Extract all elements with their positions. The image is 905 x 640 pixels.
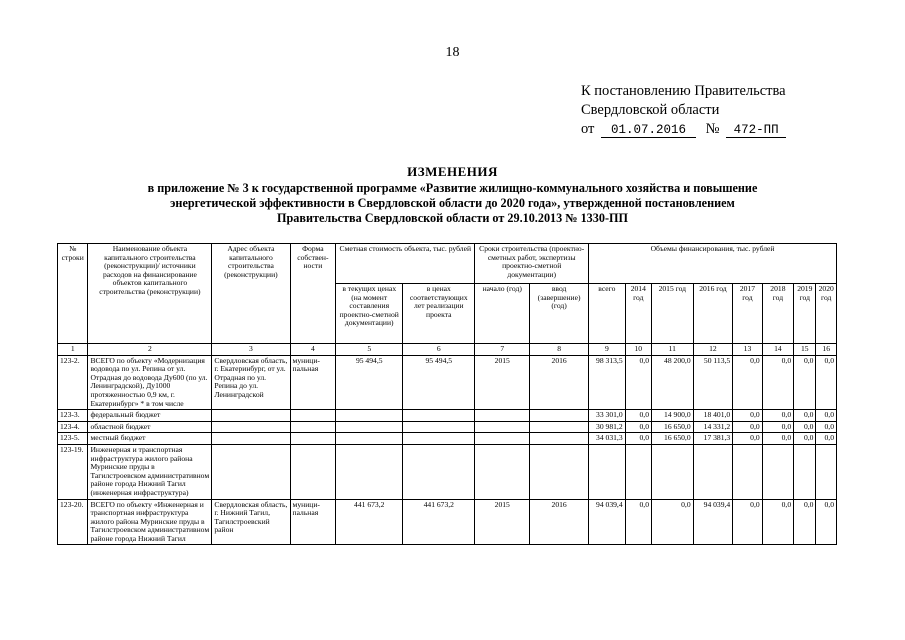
cell-end [530,444,589,499]
header-terms: Сроки строительства (проектно-сметных работ, экспертизы проектно-сметной документации) [475,244,589,284]
cell-cost-project [403,444,475,499]
cell-num: 123-5. [58,433,88,445]
cell-end [530,421,589,433]
resolution-date: 01.07.2016 [601,123,696,138]
header-year-2017: 2017 год [733,284,762,344]
table-row [58,355,837,410]
cell-y2017: 0,0 [733,355,762,410]
cell-form [290,421,336,433]
cell-y2016: 17 381,3 [693,433,733,445]
subtitle-line3: Правительства Свердловской области от 29.10.2013 № 1330-ПП [277,211,628,225]
cell-y2014: 0,0 [625,499,651,545]
cell-start: 2015 [475,499,530,545]
cell-num: 123-4. [58,421,88,433]
colnum: 11 [652,344,694,356]
cell-y2016: 94 039,4 [693,499,733,545]
cell-end: 2016 [530,355,589,410]
header-year-2014: 2014 год [625,284,651,344]
cell-y2015: 14 900,0 [652,410,694,422]
cell-cost-project [403,421,475,433]
colnum: 1 [58,344,88,356]
cell-address: Свердловская область, г. Нижний Тагил, Тагилстроевский район [212,499,290,545]
cell-y2019 [794,444,816,499]
cell-name: ВСЕГО по объекту «Модернизация водовода по ул. Репина от ул. Отрадная до водовода Ду600 (по ул. Ленинградской), Ду1000 протяженностью 0,9 км, г. Екатеринбург» * в том числе [88,355,212,410]
column-numbers-row [58,344,837,356]
cell-start [475,433,530,445]
header-cost-project: в ценах соответствующих лет реализации проекта [403,284,475,344]
colnum: 6 [403,344,475,356]
table-row [58,410,837,422]
cell-y2017 [733,444,762,499]
header-end: ввод (завершение) (год) [530,284,589,344]
table-row [58,421,837,433]
colnum: 8 [530,344,589,356]
table-row [58,499,837,545]
appendix-line1: К постановлению Правительства [581,83,786,99]
cell-y2018 [762,444,793,499]
cell-cost-current [336,410,403,422]
cell-y2019: 0,0 [794,410,816,422]
cell-y2014 [625,444,651,499]
resolution-number: 472-ПП [726,123,786,138]
cell-total [589,444,626,499]
cell-cost-project: 441 673,2 [403,499,475,545]
document-subtitle [0,181,905,226]
cell-num: 123-20. [58,499,88,545]
cell-total: 33 301,0 [589,410,626,422]
header-name: Наименование объекта капитального строительства (реконструкции)/ источники расходов на финансирование объектов капитального строительства (реконструкции) [88,244,212,344]
cell-y2018: 0,0 [762,421,793,433]
cell-total: 94 039,4 [589,499,626,545]
cell-y2020 [816,444,837,499]
colnum: 13 [733,344,762,356]
cell-address [212,433,290,445]
cell-cost-project [403,410,475,422]
colnum: 15 [794,344,816,356]
header-form: Форма собствен-ности [290,244,336,344]
cell-y2020: 0,0 [816,421,837,433]
cell-cost-current: 441 673,2 [336,499,403,545]
cell-y2020: 0,0 [816,499,837,545]
colnum: 12 [693,344,733,356]
header-cost-current: в текущих ценах (на момент составления проектно-сметной документации) [336,284,403,344]
cell-address [212,410,290,422]
cell-y2019: 0,0 [794,433,816,445]
cell-cost-current [336,433,403,445]
cell-y2014: 0,0 [625,433,651,445]
document-heading: ИЗМЕНЕНИЯ [407,164,498,179]
subtitle-line2: энергетической эффективности в Свердловской области до 2020 года», утвержденной постановлением [170,196,735,210]
cell-y2018: 0,0 [762,410,793,422]
cell-y2020: 0,0 [816,433,837,445]
cell-y2019: 0,0 [794,355,816,410]
header-num: № строки [58,244,88,344]
cell-y2015 [652,444,694,499]
cell-name: Инженерная и транспортная инфраструктура жилого района Муринские пруды в Тагилстроевском административном районе города Нижний Тагил (инженерная инфраструктура) [88,444,212,499]
cell-y2018: 0,0 [762,355,793,410]
header-start: начало (год) [475,284,530,344]
cell-start [475,444,530,499]
cell-total: 30 981,2 [589,421,626,433]
header-year-2016: 2016 год [693,284,733,344]
header-year-2020: 2020 год [816,284,837,344]
from-label: от [581,121,595,137]
cell-y2018: 0,0 [762,433,793,445]
colnum: 16 [816,344,837,356]
colnum: 4 [290,344,336,356]
colnum: 3 [212,344,290,356]
number-label: № [705,121,720,137]
table-row [58,433,837,445]
header-volumes: Объемы финансирования, тыс. рублей [589,244,837,284]
cell-form [290,444,336,499]
cell-y2015: 16 650,0 [652,421,694,433]
header-cost: Сметная стоимость объекта, тыс. рублей [336,244,475,284]
cell-end: 2016 [530,499,589,545]
subtitle-line1: в приложение № 3 к государственной программе «Развитие жилищно-коммунального хозяйства и повышение [147,181,758,195]
cell-end [530,433,589,445]
cell-y2014: 0,0 [625,355,651,410]
colnum: 9 [589,344,626,356]
cell-y2017: 0,0 [733,499,762,545]
cell-y2015: 48 200,0 [652,355,694,410]
header-total: всего [589,284,626,344]
cell-num: 123-2. [58,355,88,410]
header-address: Адрес объекта капитального строительства (реконструкции) [212,244,290,344]
cell-start [475,421,530,433]
cell-num: 123-3. [58,410,88,422]
table-body [58,355,837,545]
cell-y2016: 14 331,2 [693,421,733,433]
cell-y2019: 0,0 [794,421,816,433]
appendix-date-line [581,120,786,139]
cell-y2016 [693,444,733,499]
cell-form: муници-пальная [290,355,336,410]
cell-form [290,433,336,445]
cell-cost-current: 95 494,5 [336,355,403,410]
cell-cost-current [336,444,403,499]
header-year-2019: 2019 год [794,284,816,344]
cell-y2017: 0,0 [733,421,762,433]
cell-name: местный бюджет [88,433,212,445]
cell-y2017: 0,0 [733,410,762,422]
colnum: 7 [475,344,530,356]
cell-y2017: 0,0 [733,433,762,445]
colnum: 10 [625,344,651,356]
cell-address [212,444,290,499]
cell-cost-current [336,421,403,433]
header-year-2018: 2018 год [762,284,793,344]
cell-y2020: 0,0 [816,355,837,410]
cell-start: 2015 [475,355,530,410]
colnum: 14 [762,344,793,356]
cell-y2016: 50 113,5 [693,355,733,410]
cell-start [475,410,530,422]
cell-cost-project: 95 494,5 [403,355,475,410]
table-row [58,444,837,499]
cell-name: федеральный бюджет [88,410,212,422]
cell-y2020: 0,0 [816,410,837,422]
cell-address [212,421,290,433]
cell-y2014: 0,0 [625,421,651,433]
cell-name: ВСЕГО по объекту «Инженерная и транспортная инфраструктура жилого района Муринские пруды в Тагилстроевском административном районе города Нижний Тагил [88,499,212,545]
cell-y2019: 0,0 [794,499,816,545]
cell-total: 34 031,3 [589,433,626,445]
changes-table [57,243,837,545]
cell-cost-project [403,433,475,445]
cell-address: Свердловская область, г. Екатеринбург, от ул. Отрадная по ул. Репина до ул. Ленинградской [212,355,290,410]
colnum: 5 [336,344,403,356]
cell-num: 123-19. [58,444,88,499]
cell-total: 98 313,5 [589,355,626,410]
cell-name: областной бюджет [88,421,212,433]
header-year-2015: 2015 год [652,284,694,344]
cell-y2016: 18 401,0 [693,410,733,422]
cell-form [290,410,336,422]
cell-form: муници-пальная [290,499,336,545]
appendix-block [581,82,786,139]
colnum: 2 [88,344,212,356]
cell-y2014: 0,0 [625,410,651,422]
cell-y2015: 16 650,0 [652,433,694,445]
appendix-line2: Свердловской области [581,102,720,118]
cell-y2015: 0,0 [652,499,694,545]
page-number: 18 [445,45,460,60]
cell-y2018: 0,0 [762,499,793,545]
cell-end [530,410,589,422]
